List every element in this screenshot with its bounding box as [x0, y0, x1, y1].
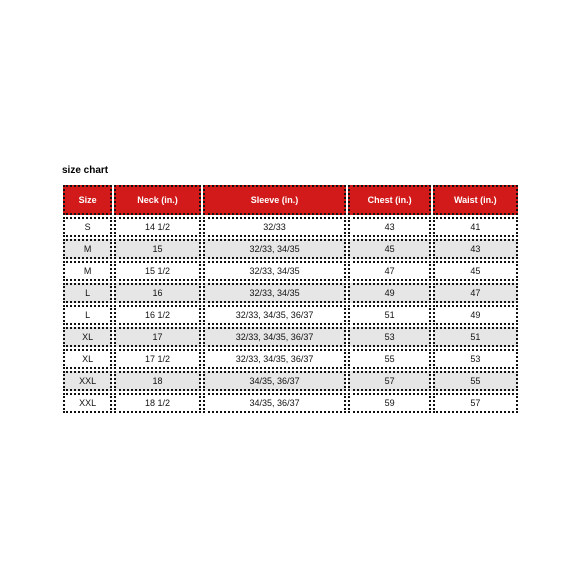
table-row: [63, 371, 518, 391]
size-cell: XL: [63, 349, 112, 369]
sleeve-cell: 32/33, 34/35, 36/37: [203, 327, 347, 347]
neck-cell: 17: [114, 327, 200, 347]
chest-cell: 49: [348, 283, 430, 303]
header-size: Size: [63, 185, 112, 215]
neck-cell: 16: [114, 283, 200, 303]
chest-cell: 51: [348, 305, 430, 325]
sleeve-cell: 34/35, 36/37: [203, 393, 347, 413]
neck-cell: 14 1/2: [114, 217, 200, 237]
table-row: [63, 261, 518, 281]
neck-cell: 18 1/2: [114, 393, 200, 413]
waist-cell: 45: [433, 261, 518, 281]
sleeve-cell: 32/33, 34/35, 36/37: [203, 349, 347, 369]
waist-cell: 43: [433, 239, 518, 259]
header-neck: Neck (in.): [114, 185, 200, 215]
neck-cell: 15: [114, 239, 200, 259]
sleeve-cell: 32/33, 34/35: [203, 283, 347, 303]
sleeve-cell: 32/33, 34/35: [203, 261, 347, 281]
header-waist: Waist (in.): [433, 185, 518, 215]
neck-cell: 18: [114, 371, 200, 391]
table-row: [63, 283, 518, 303]
chest-cell: 47: [348, 261, 430, 281]
chest-cell: 53: [348, 327, 430, 347]
waist-cell: 49: [433, 305, 518, 325]
size-cell: XXL: [63, 371, 112, 391]
waist-cell: 41: [433, 217, 518, 237]
header-sleeve: Sleeve (in.): [203, 185, 347, 215]
table-row: [63, 327, 518, 347]
sleeve-cell: 32/33, 34/35: [203, 239, 347, 259]
waist-cell: 57: [433, 393, 518, 413]
table-row: [63, 393, 518, 413]
table-row: [63, 239, 518, 259]
chest-cell: 55: [348, 349, 430, 369]
size-cell: XL: [63, 327, 112, 347]
size-cell: L: [63, 283, 112, 303]
size-cell: M: [63, 239, 112, 259]
size-cell: S: [63, 217, 112, 237]
sleeve-cell: 32/33: [203, 217, 347, 237]
chest-cell: 57: [348, 371, 430, 391]
waist-cell: 51: [433, 327, 518, 347]
sleeve-cell: 34/35, 36/37: [203, 371, 347, 391]
size-cell: L: [63, 305, 112, 325]
table-row: [63, 217, 518, 237]
waist-cell: 47: [433, 283, 518, 303]
waist-cell: 53: [433, 349, 518, 369]
chest-cell: 59: [348, 393, 430, 413]
neck-cell: 16 1/2: [114, 305, 200, 325]
header-chest: Chest (in.): [348, 185, 430, 215]
size-cell: XXL: [63, 393, 112, 413]
chest-cell: 43: [348, 217, 430, 237]
chart-caption: size chart: [62, 165, 109, 176]
table-row: [63, 349, 518, 369]
table-row: [63, 305, 518, 325]
chest-cell: 45: [348, 239, 430, 259]
neck-cell: 15 1/2: [114, 261, 200, 281]
header-row: [63, 185, 518, 215]
size-cell: M: [63, 261, 112, 281]
waist-cell: 55: [433, 371, 518, 391]
sleeve-cell: 32/33, 34/35, 36/37: [203, 305, 347, 325]
size-chart-table: [61, 183, 520, 415]
neck-cell: 17 1/2: [114, 349, 200, 369]
